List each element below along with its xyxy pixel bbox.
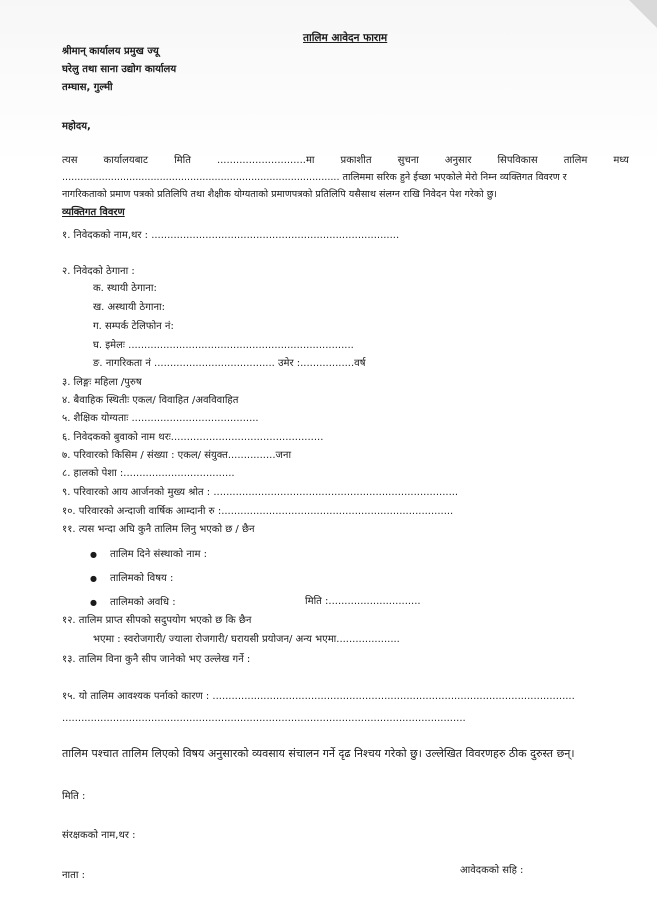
footer-relation: नाता :	[62, 870, 85, 881]
intro-word: तालिम	[563, 155, 588, 166]
field-income-source: ९. परिवारको आय आर्जनको मुख्य श्रोत : .............................................................................	[62, 487, 459, 498]
field-training-reason-line-2: ...............................................................................................................................	[62, 713, 466, 724]
field-skill-utilization-detail: भएमा : स्वरोजगारी/ ज्याला रोजगारी/ घरायसी प्रयोजन/ अन्य भएमा....................	[93, 634, 400, 645]
intro-word: प्रकाशीत	[340, 155, 372, 166]
field-training-reason: १५. यो तालिम आवश्यक पर्नाको कारण : ..................................................................................................................	[62, 691, 575, 702]
declaration: तालिम पश्चात तालिम लिएको विषय अनुसारको व्यवसाय संचालन गर्ने दृढ निश्चय गरेको छु। उल्लेखित विवरणहरु ठीक दुरुस्त छन्।	[62, 747, 575, 760]
field-father-name: ६. निवेदकको बुवाको नाम थरः................................................	[62, 432, 324, 443]
field-applicant-name: १. निवेदकको नाम,थर : ..............................................................................	[62, 230, 400, 241]
field-temporary-address: ख. अस्थायी ठेगाना:	[93, 302, 165, 313]
section-heading-personal: व्यक्तिगत विवरण	[62, 207, 125, 218]
footer-date: मिति :	[62, 791, 86, 802]
page-corner-shadow	[629, 0, 657, 28]
field-previous-training: ११. त्यस भन्दा अघि कुनै तालिम लिनु भएको छ / छैन	[62, 524, 255, 535]
field-permanent-address: क. स्थायी ठेगाना:	[93, 283, 157, 294]
field-skill-utilization: १२. तालिम प्राप्त सीपको सदुपयोग भएको छ कि छैन	[62, 615, 252, 626]
intro-line-2: ........................................................................................... तालिममा सरिक हुने ईच्छा भएकोले मेरो निम्न व्यक्तिगत विवरण र	[62, 172, 567, 183]
field-occupation: ८. हालको पेशा :...................................	[62, 468, 235, 479]
intro-word: मिति	[174, 155, 191, 166]
field-applicant-address: २. निवेदको ठेगाना :	[62, 266, 135, 277]
field-family-type: ७. परिवारको किसिम / संख्या : एकल/ संयुक्त...............जना	[62, 450, 292, 461]
address-line-1: श्रीमान् कार्यालय प्रमुख ज्यू	[62, 46, 159, 57]
intro-word: सिपविकास	[497, 155, 538, 166]
field-training-subject: ● तालिमको विषय :	[110, 572, 173, 585]
intro-word: त्यस	[62, 155, 78, 166]
field-other-skills: १३. तालिम विना कुनै सीप जानेको भए उल्लेख गर्ने :	[62, 654, 251, 665]
address-line-3: तम्घास, गुल्मी	[62, 82, 113, 93]
address-line-2: घरेलु तथा साना उद्योग कार्यालय	[62, 64, 177, 75]
field-education: ५. शैक्षिक योग्यताः ........................................	[62, 413, 259, 424]
form-title: तालिम आवेदन फाराम	[303, 32, 388, 44]
field-training-date: मिति :.............................	[305, 596, 421, 607]
field-contact-phone: ग. सम्पर्क टेलिफोन नं:	[93, 321, 174, 332]
intro-word: सुचना	[397, 155, 419, 166]
salutation: महोदय,	[62, 121, 91, 132]
intro-word: मध्य	[613, 155, 629, 166]
field-email: घ. इमेलः .......................................................................	[93, 340, 354, 351]
intro-line-3: नागरिकताको प्रमाण पत्रको प्रतिलिपि तथा शैक्षीक योग्यताको प्रमाणपत्रको प्रतिलिपि यसैसाथ संलग्न राखि निवेदन पेश गरेको छु।	[62, 189, 498, 200]
field-citizenship-age: ङ. नागरिकता नं ...................................... उमेर :.................वर्ष	[93, 358, 366, 369]
field-annual-income: १०. परिवारको अन्दाजी वार्षिक आम्दानी रु :.........................................................................	[62, 506, 454, 517]
intro-word: कार्यालयबाट	[103, 155, 149, 166]
field-training-duration: ● तालिमको अवधि :	[110, 596, 176, 609]
field-gender: ३. लिङ्गः महिला /पुरुष	[62, 377, 142, 388]
field-marital-status: ४. बैवाहिक स्थितीः एकल/ विवाहित /अवविवाहित	[62, 395, 239, 406]
intro-word: ............................मा	[216, 155, 315, 166]
field-training-institution: ● तालिम दिने संस्थाको नाम :	[110, 548, 207, 561]
footer-applicant-signature: आवेदकको सहि :	[460, 865, 524, 876]
intro-line-1	[62, 154, 629, 167]
footer-guardian-name: संरक्षकको नाम,थर :	[62, 830, 136, 841]
intro-word: अनुसार	[444, 155, 472, 166]
